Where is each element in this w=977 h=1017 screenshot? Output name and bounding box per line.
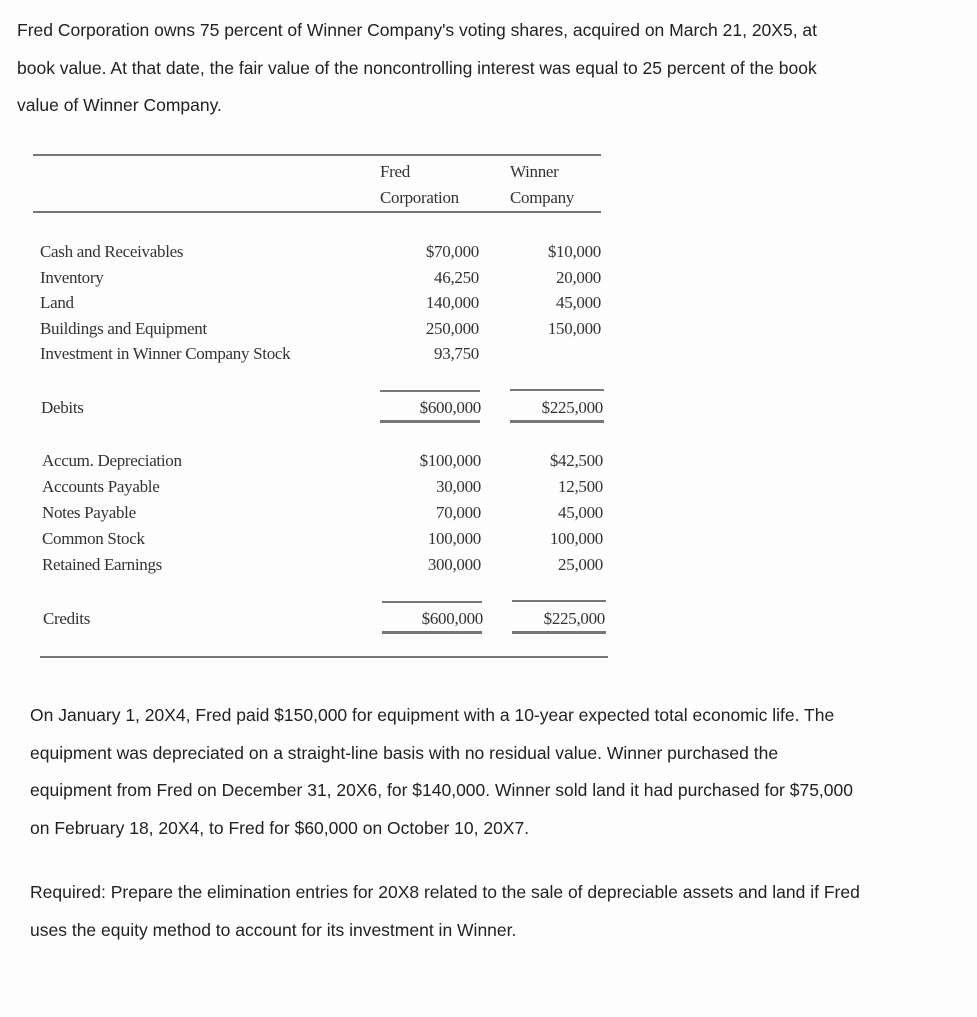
row-label: Investment in Winner Company Stock xyxy=(40,344,291,363)
fred-value: 93,750 xyxy=(434,344,479,363)
debits-double-rule xyxy=(380,420,480,423)
table-bottom-rule xyxy=(40,656,608,658)
row-label: Inventory xyxy=(40,268,104,287)
winner-value: 20,000 xyxy=(556,268,601,287)
fred-value: 100,000 xyxy=(427,529,481,548)
header-fred xyxy=(380,159,459,211)
debits-top-rule xyxy=(380,390,480,392)
fred-total: $600,000 xyxy=(421,609,483,628)
header-text: Winner xyxy=(510,162,559,181)
row-label: Retained Earnings xyxy=(42,555,163,574)
fred-value: $70,000 xyxy=(425,242,479,261)
credits-double-rule xyxy=(512,631,606,634)
winner-value: 45,000 xyxy=(556,293,601,312)
row-label: Land xyxy=(40,293,74,312)
body-paragraph xyxy=(30,697,853,847)
credits-double-rule xyxy=(382,631,482,634)
fred-value: 140,000 xyxy=(425,293,479,312)
fred-value: 250,000 xyxy=(425,319,479,338)
fred-value: 70,000 xyxy=(436,503,481,522)
winner-value: 45,000 xyxy=(558,503,603,522)
winner-value: 25,000 xyxy=(558,555,603,574)
fred-value: $100,000 xyxy=(419,451,481,470)
credits-top-rule xyxy=(512,600,606,602)
body-line: On January 1, 20X4, Fred paid $150,000 for equipment with a 10-year expected total economic life. The xyxy=(30,705,835,725)
header-text: Company xyxy=(510,185,574,212)
header-winner xyxy=(510,159,574,212)
winner-value: 12,500 xyxy=(558,477,603,496)
row-label: Credits xyxy=(43,609,91,628)
intro-line: Fred Corporation owns 75 percent of Winner Company's voting shares, acquired on March 21, 20X5, at xyxy=(17,20,818,40)
required-paragraph xyxy=(30,874,860,949)
fred-value: 300,000 xyxy=(427,555,481,574)
row-label: Notes Payable xyxy=(42,503,136,522)
intro-line: book value. At that date, the fair value of the noncontrolling interest was equal to 25 percent of the book xyxy=(17,57,817,78)
body-line: equipment was depreciated on a straight-line basis with no residual value. Winner purchased the xyxy=(30,742,779,763)
fred-value: 46,250 xyxy=(434,268,479,287)
winner-value: $10,000 xyxy=(547,242,601,261)
row-label: Accounts Payable xyxy=(42,477,160,496)
required-line: Required: Prepare the elimination entries for 20X8 related to the sale of depreciable assets and land if Fred xyxy=(30,882,860,902)
row-label: Cash and Receivables xyxy=(40,242,184,261)
body-line: equipment from Fred on December 31, 20X6, for $140,000. Winner sold land it had purchased for $75,000 xyxy=(30,780,853,800)
winner-value: 100,000 xyxy=(549,529,603,548)
fred-total: $600,000 xyxy=(419,398,481,417)
winner-value: $42,500 xyxy=(549,451,603,470)
row-label: Common Stock xyxy=(42,529,145,548)
header-text: Fred xyxy=(380,162,410,181)
required-line: uses the equity method to account for its investment in Winner. xyxy=(30,919,517,940)
row-label: Debits xyxy=(41,398,84,417)
debits-double-rule xyxy=(510,420,604,423)
winner-value: 150,000 xyxy=(547,319,601,338)
row-label: Accum. Depreciation xyxy=(42,451,182,470)
table-top-rule xyxy=(33,154,601,156)
credits-top-rule xyxy=(382,601,482,603)
winner-total: $225,000 xyxy=(541,398,603,417)
fred-value: 30,000 xyxy=(436,477,481,496)
intro-line: value of Winner Company. xyxy=(17,95,222,115)
header-bottom-rule xyxy=(33,211,601,213)
body-line: on February 18, 20X4, to Fred for $60,000 on October 10, 20X7. xyxy=(30,817,530,838)
winner-total: $225,000 xyxy=(543,609,605,628)
header-text: Corporation xyxy=(380,188,459,207)
debits-top-rule xyxy=(510,389,604,391)
row-label: Buildings and Equipment xyxy=(40,319,207,338)
